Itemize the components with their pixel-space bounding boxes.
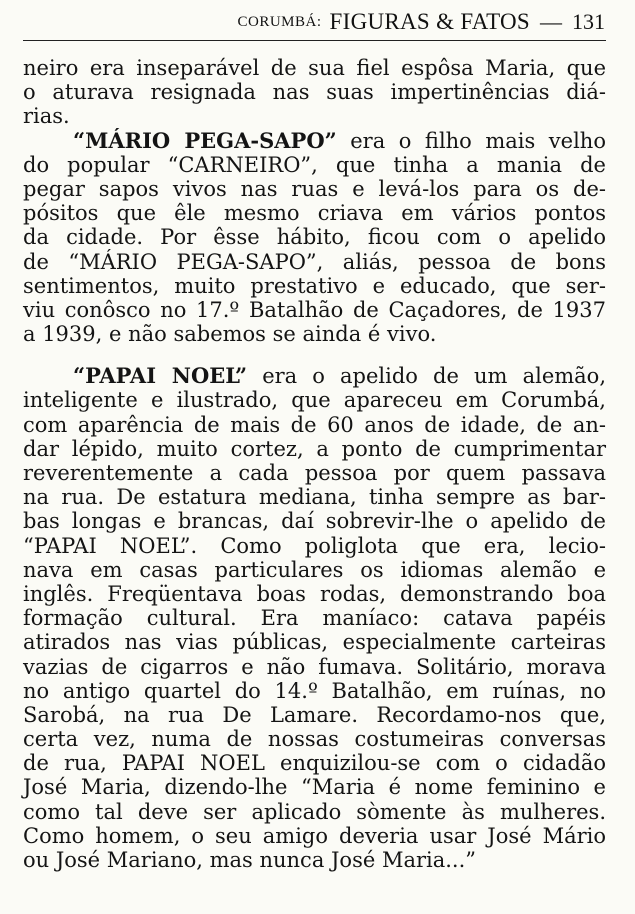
text-line: dar lépido, muito cortez, a ponto de cumprimentar — [23, 436, 606, 461]
text-line: “PAPAI NOEL”. Como poliglota que era, leciо- — [23, 533, 606, 558]
text-line: de “MÁRIO PEGA-SAPO”, aliás, pessoa de bons — [23, 249, 606, 274]
text-line: rias. — [23, 104, 70, 129]
text-line: bas longas e brancas, daí sobrevir-lhe o apelido de — [23, 509, 606, 534]
page-header — [0, 4, 635, 40]
text-line: José Maria, dizendo-lhe “Maria é nome feminino e — [23, 775, 606, 800]
header-title: FIGURAS & FATOS — [329, 9, 530, 34]
text-line-lead — [23, 364, 606, 388]
paragraph-mario-pega-sapo — [23, 129, 606, 347]
text-line: pósitos que êle mesmo criava em vários pontos — [23, 201, 606, 226]
text-line: do popular “CARNEIRO”, que tinha a mania de — [23, 152, 606, 177]
text-line-rest: era o apelido de um alemão, — [262, 364, 606, 389]
header-rule — [23, 40, 606, 41]
text-line: nava em casas particulares os idiomas alemão e — [23, 557, 606, 582]
text-line: o aturava resignada nas suas impertinências diá- — [23, 80, 606, 105]
text-line: sentimentos, muito prestativo e educado, que ser- — [23, 273, 606, 298]
text-line: vazias de cigarros e não fumava. Solitário, morava — [23, 654, 606, 679]
header-dash: — — [540, 9, 562, 34]
nickname-heading: “MÁRIO PEGA-SAPO” — [73, 127, 337, 153]
text-line: ou José Mariano, mas nunca José Maria...” — [23, 848, 477, 872]
text-line: certa vez, numa de nossas costumeiras conversas — [23, 727, 606, 752]
text-line: Sarobá, na rua De Lamare. Recordamo-nos que, — [23, 702, 606, 727]
text-line: com aparência de mais de 60 anos de idade, de an- — [23, 412, 606, 437]
text-line: na rua. De estatura mediana, tinha sempre as bar- — [23, 485, 606, 510]
page-number: 131 — [572, 9, 605, 34]
paragraph-gap — [23, 346, 606, 364]
text-line: pegar sapos vivos nas ruas e levá-los para os de- — [23, 176, 606, 201]
text-line: inglês. Freqüentava boas rodas, demonstrando boa — [23, 581, 606, 606]
text-line: Como homem, o seu amigo deveria usar José Mário — [23, 823, 606, 848]
page-body — [23, 56, 606, 872]
text-line: formação cultural. Era maníaco: catava papéis — [23, 606, 606, 631]
text-line: no antigo quartel do 14.º Batalhão, em ruínas, no — [23, 678, 606, 703]
paragraph-papai-noel — [23, 364, 606, 872]
text-line: da cidade. Por êsse hábito, ficou com o apelido — [23, 225, 606, 250]
text-line: reverentemente a cada pessoa por quem passava — [23, 461, 606, 485]
text-line: de rua, PAPAI NOEL enquizilou-se com o cidadão — [23, 751, 606, 776]
text-line: a 1939, e não sabemos se ainda é vivo. — [23, 322, 437, 347]
nickname-heading: “PAPAI NOEL” — [73, 363, 248, 389]
text-line: neiro era inseparável de sua fiel espôsa Maria, que — [23, 56, 606, 80]
header-place: CORUMBÁ: — [237, 13, 322, 30]
text-line: atirados nas vias públicas, especialmente carteiras — [23, 630, 606, 655]
paragraph-continuation — [23, 56, 606, 129]
text-line-rest: era o filho mais velho — [350, 128, 606, 153]
text-line: como tal deve ser aplicado sòmente às mulheres. — [23, 799, 606, 824]
text-line-lead — [23, 129, 606, 153]
text-line: viu conôsco no 17.º Batalhão de Caçadores, de 1937 — [23, 297, 606, 322]
text-line: inteligente e ilustrado, que apareceu em Corumbá, — [23, 388, 606, 413]
